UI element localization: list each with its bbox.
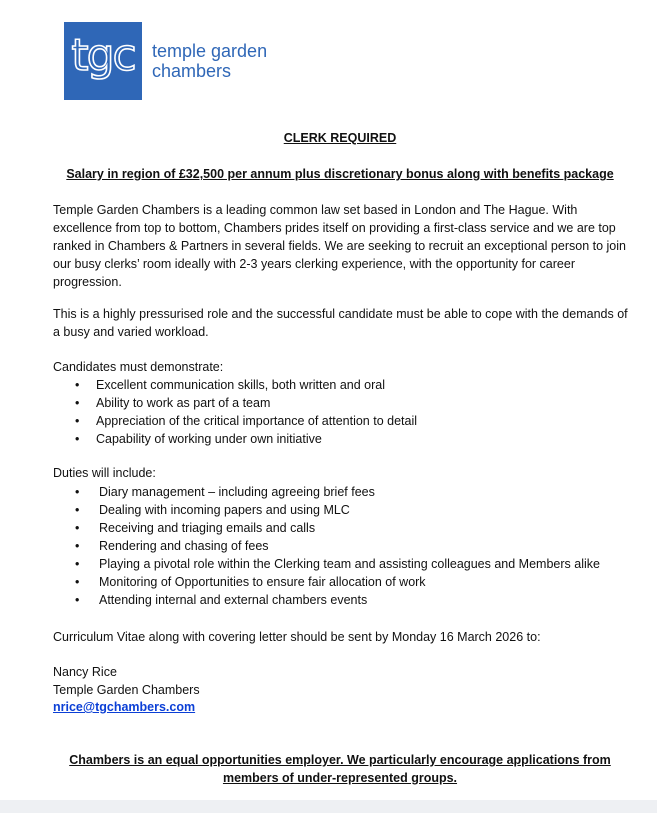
- contact-org: Temple Garden Chambers: [53, 682, 200, 697]
- bottom-strip: [0, 800, 657, 813]
- bullet-icon: •: [75, 593, 80, 607]
- demonstrate-label: Candidates must demonstrate:: [53, 360, 224, 374]
- bullet-icon: •: [75, 557, 80, 571]
- pressure-paragraph: This is a highly pressurised role and the successful candidate must be able to cope with the demands of a busy and varied workload.: [53, 307, 628, 339]
- cv-instructions: Curriculum Vitae along with covering letter should be sent by Monday 16 March 2026 to:: [53, 630, 541, 644]
- bullet-icon: •: [75, 521, 80, 535]
- salary-line: Salary in region of £32,500 per annum plus discretionary bonus along with benefits package: [66, 167, 614, 181]
- bullet-icon: •: [75, 414, 80, 428]
- tgc-logo: [64, 22, 267, 100]
- document-page: tgc temple garden chambers CLERK REQUIRED Salary in region of £32,500 per annum plus discretionary bonus along with benefits package Temple Garden Chambers is a leading common law set based in London and The Hague. With excellence from top to bottom, Chambers prides itself on providing a first-class service and we are top ranked in Chambers & Partners in several fields. We are seeking to recruit an exceptional person to join our busy clerks’ room ideally with 2-3 years clerking experience, with the opportunity for career progression. This is a highly pressurised role and the successful candidate must be able to cope with the demands of a busy and varied workload. Candidates must demonstrate: • Excellent communication skills, both written and oral • Ability to work as part of a team • Appreciation of the critical importance of attention to detail • Capability of working under own initiative Duties will include: • Diary management – including agreeing brief fees • Dealing with incoming papers and using MLC • Receiving and triaging emails and calls • Rendering and chasing of fees • Playing a pivotal role within the Clerking team and assisting colleagues and Members alike • Monitoring of Opportunities to ensure fair allocation of work • Attending internal and external chambers events Curriculum Vitae along with covering letter should be sent by Monday 16 March 2026 to: Nancy Rice Temple Garden Chambers nrice@tgchambers.com Chambers is an equal opportunities employer. We particularly encourage applications from members of under-represented groups.: [0, 0, 657, 800]
- bullet-icon: •: [75, 539, 80, 553]
- logo-mark: [64, 22, 142, 100]
- page-title: CLERK REQUIRED: [283, 131, 397, 145]
- contact-name: Nancy Rice: [53, 665, 117, 679]
- bullet-icon: •: [75, 503, 80, 517]
- contact-email-link[interactable]: nrice@tgchambers.com: [53, 700, 196, 714]
- bullet-icon: •: [75, 432, 80, 446]
- intro-paragraph: Temple Garden Chambers is a leading common law set based in London and The Hague. With excellence from top to bottom, Chambers prides itself on providing a first-class service and we are top ranked in Chambers & Partners in several fields. We are seeking to recruit an exceptional person to join our busy clerks’ room ideally with 2-3 years clerking experience, with the opportunity for career progression.: [53, 203, 626, 289]
- duties-label: Duties will include:: [53, 466, 156, 480]
- bullet-icon: •: [75, 485, 80, 499]
- logo-line-2: chambers: [152, 61, 232, 81]
- equal-opportunities-notice: Chambers is an equal opportunities employer. We particularly encourage applications from members of under-represented groups.: [69, 753, 611, 785]
- logo-mark-text: tgc: [71, 30, 135, 81]
- bullet-icon: •: [75, 396, 80, 410]
- logo-wordmark: [152, 41, 267, 81]
- bullet-icon: •: [75, 378, 80, 392]
- contact-block: [53, 664, 200, 717]
- bullet-icon: •: [75, 575, 80, 589]
- logo-line-1: temple garden: [152, 41, 268, 61]
